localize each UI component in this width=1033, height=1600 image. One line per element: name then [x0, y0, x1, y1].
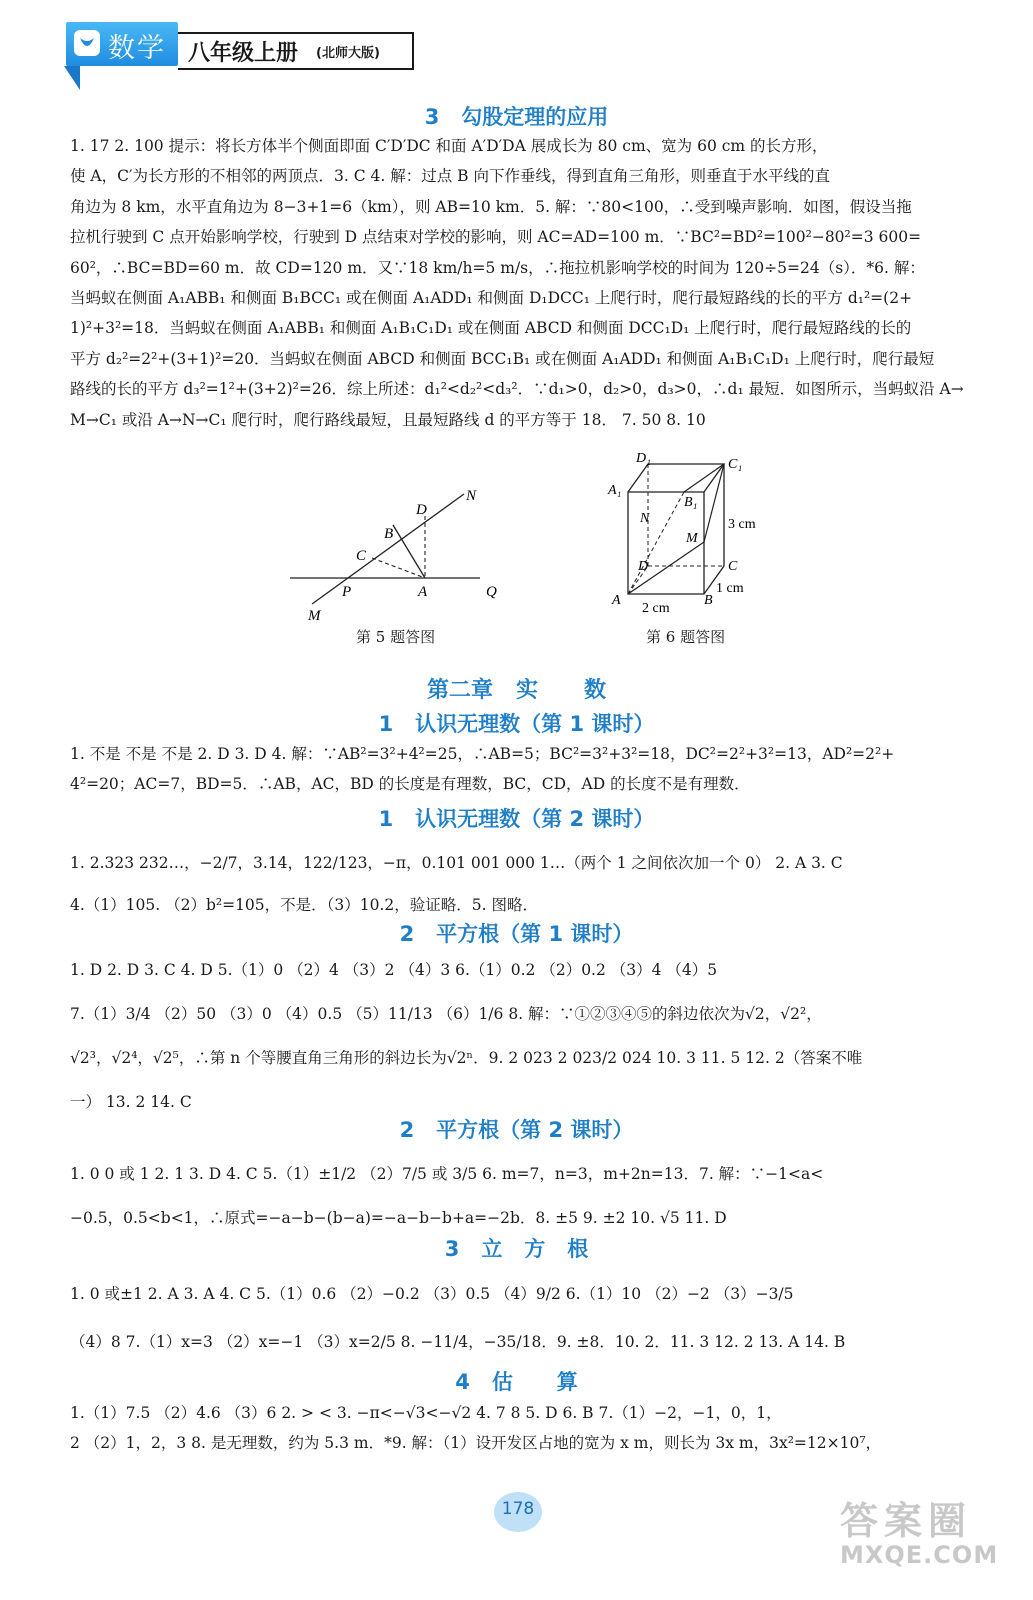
watermark-url: MXQE.COM: [840, 1541, 999, 1569]
fig5-label-d: D: [416, 502, 427, 518]
section-body: [70, 1152, 982, 1240]
text-line: 当蚂蚁在侧面 A₁ABB₁ 和侧面 B₁BCC₁ 或在侧面 A₁ADD₁ 和侧面 D₁DCC₁ 上爬行时，爬行最短路线的长的平方 d₁²=(2+: [70, 288, 913, 307]
section-body: [70, 739, 982, 800]
text-line: 7.（1）3/4 （2）50 （3）0 （4）0.5 （5）11/13 （6）1/6 8. 解：∵①②③④⑤的斜边依次为√2，√2²，: [70, 1005, 822, 1023]
fig6-label-c: C: [728, 559, 738, 574]
section-body: [70, 1270, 982, 1366]
section-heading: 2 平方根（第 1 课时）: [399, 922, 634, 946]
text-line: 2 （2）1，2，3 8. 是无理数，约为 5.3 m．*9. 解：（1）设开发区占地的宽为 x m，则长为 3x m，3x²=12×10⁷，: [70, 1434, 882, 1453]
text-line: 60²，∴BC=BD=60 m．故 CD=120 m．又∵18 km/h=5 m/s，∴拖拉机影响学校的时间为 120÷5=24（s）．*6. 解：: [70, 258, 925, 277]
text-line: 拉机行驶到 C 点开始影响学校，行驶到 D 点结束对学校的影响，则 AC=AD=100 m．∵BC²=BD²=100²−80²=3 600=: [70, 228, 922, 247]
section-body: [70, 1398, 982, 1459]
fig5-label-q: Q: [486, 584, 497, 600]
fig6-label-d: D: [638, 559, 649, 574]
section-heading: 3 勾股定理的应用: [424, 105, 609, 129]
text-line: 1.（1）7.5 （2）4.6 （3）6 2. > < 3. −π<−√3<−√2 4. 7 8 5. D 6. B 7.（1）−2，−1，0，1，: [70, 1404, 782, 1422]
tab-shadow: [64, 66, 80, 90]
subject-tab: [66, 22, 178, 66]
text-line: 1. 17 2. 100 提示：将长方体半个侧面即面 C′D′DC 和面 A′D′DA 展成长为 80 cm、宽为 60 cm 的长方形，: [70, 137, 828, 155]
book-header: [66, 22, 416, 92]
text-line: 1. 0 0 或 1 2. 1 3. D 4. C 5.（1）±1/2 （2）7/5 或 3/5 6. m=7，n=3，m+2n=13．7. 解：∵−1<a<: [70, 1165, 824, 1183]
text-line: 一） 13. 2 14. C: [70, 1093, 192, 1111]
text-line: 1. 2.323 232…，−2/7，3.14，122/123，−π，0.101 001 000 1…（两个 1 之间依次加一个 0） 2. A 3. C: [70, 854, 843, 872]
figure-6-diagram: [600, 446, 780, 626]
leaf-logo-icon: [74, 30, 100, 56]
section-heading: 1 认识无理数（第 2 课时）: [378, 807, 655, 831]
watermark: [840, 1490, 998, 1569]
fig6-label-n: N: [640, 511, 650, 526]
fig6-label-d1: D₁: [636, 451, 651, 466]
text-line: M→C₁ 或沿 A→N→C₁ 爬行时，爬行路线最短，且最短路线 d 的平方等于 18． 7. 50 8. 10: [70, 410, 706, 429]
fig5-label-p: P: [342, 584, 352, 600]
fig6-label-a1: A₁: [608, 483, 622, 498]
fig5-label-m: M: [308, 608, 321, 624]
grade-box: [178, 32, 414, 70]
section-body: [70, 842, 982, 926]
figure-5-diagram: [280, 480, 500, 630]
watermark-title: 答案圈: [840, 1499, 973, 1543]
text-line: 使 A，C′为长方形的不相邻的两顶点．3. C 4. 解：过点 B 向下作垂线，得到直角三角形，则垂直于水平线的直: [70, 167, 830, 186]
text-line: √2³，√2⁴，√2⁵，∴第 n 个等腰直角三角形的斜边长为√2ⁿ．9. 2 023 2 023/2 024 10. 3 11. 5 12. 2（答案不唯: [70, 1049, 863, 1067]
fig5-label-a: A: [418, 584, 428, 600]
edition-label: (北师大版): [316, 46, 380, 61]
section-body: [70, 948, 982, 1124]
section-body: [70, 131, 982, 435]
section-heading: 2 平方根（第 2 课时）: [399, 1118, 634, 1142]
fig6-label-a: A: [612, 593, 621, 608]
figure-6-caption: 第 6 题答图: [646, 628, 726, 646]
page-number: 178: [501, 1499, 535, 1519]
fig6-label-c1: C₁: [728, 457, 743, 472]
fig6-label-b: B: [704, 593, 713, 608]
text-line: 角边为 8 km，水平直角边为 8−3+1=6（km），则 AB=10 km．5. 解：∵80<100，∴受到噪声影响．如图，假设当拖: [70, 197, 912, 216]
text-line: 1)²+3²=18．当蚂蚁在侧面 A₁ABB₁ 和侧面 A₁B₁C₁D₁ 或在侧面 ABCD 和侧面 DCC₁D₁ 上爬行时，爬行最短路线的长的: [70, 319, 912, 338]
text-line: 平方 d₂²=2²+(3+1)²=20．当蚂蚁在侧面 ABCD 和侧面 BCC₁B₁ 或在侧面 A₁ADD₁ 和侧面 A₁B₁C₁D₁ 上爬行时，爬行最短: [70, 349, 935, 368]
fig5-label-c: C: [356, 548, 367, 564]
chapter-title: 第二章 实 数: [427, 678, 606, 703]
text-line: −0.5，0.5<b<1，∴原式=−a−b−(b−a)=−a−b−b+a=−2b．8. ±5 9. ±2 10. √5 11. D: [70, 1209, 727, 1227]
fig5-label-n: N: [466, 488, 477, 504]
text-line: 1. D 2. D 3. C 4. D 5.（1）0 （2）4 （3）2 （4）3 6.（1）0.2 （2）0.2 （3）4 （4）5: [70, 961, 718, 979]
text-line: 路线的长的平方 d₃²=1²+(3+2)²=26．综上所述：d₁²<d₂²<d₃²．∵d₁>0，d₂>0，d₃>0，∴d₁ 最短．如图所示，当蚂蚁沿 A→: [70, 380, 964, 399]
subject-label: 数学: [108, 33, 166, 64]
fig6-width-label: 2 cm: [642, 601, 670, 616]
grade-label: 八年级上册: [188, 41, 299, 66]
fig6-label-b1: B₁: [684, 495, 698, 510]
text-line: 4²=20；AC=7，BD=5．∴AB，AC，BD 的长度是有理数，BC，CD，AD 的长度不是有理数．: [70, 775, 750, 794]
section-heading: 1 认识无理数（第 1 课时）: [378, 712, 655, 736]
fig6-height-label: 3 cm: [728, 517, 756, 532]
fig6-label-m: M: [686, 531, 698, 546]
fig6-depth-label: 1 cm: [716, 581, 744, 596]
text-line: 1. 不是 不是 不是 2. D 3. D 4. 解：∵AB²=3²+4²=25，∴AB=5；BC²=3²+3²=18，DC²=2²+3²=13，AD²=2²+: [70, 745, 895, 763]
text-line: （4）8 7.（1）x=3 （2）x=−1 （3）x=2/5 8. −11/4，−35/18．9. ±8．10. 2．11. 3 12. 2 13. A 14. B: [70, 1333, 846, 1351]
section-heading: 3 立 方 根: [444, 1237, 589, 1261]
text-line: 1. 0 或±1 2. A 3. A 4. C 5.（1）0.6 （2）−0.2 （3）0.5 （4）9/2 6.（1）10 （2）−2 （3）−3/5: [70, 1285, 794, 1303]
section-heading: 4 估 算: [455, 1370, 578, 1394]
text-line: 4.（1）105. （2）b²=105，不是．（3）10.2，验证略．5. 图略．: [70, 896, 538, 914]
figure-5-caption: 第 5 题答图: [356, 628, 436, 646]
fig5-label-b: B: [384, 526, 394, 542]
